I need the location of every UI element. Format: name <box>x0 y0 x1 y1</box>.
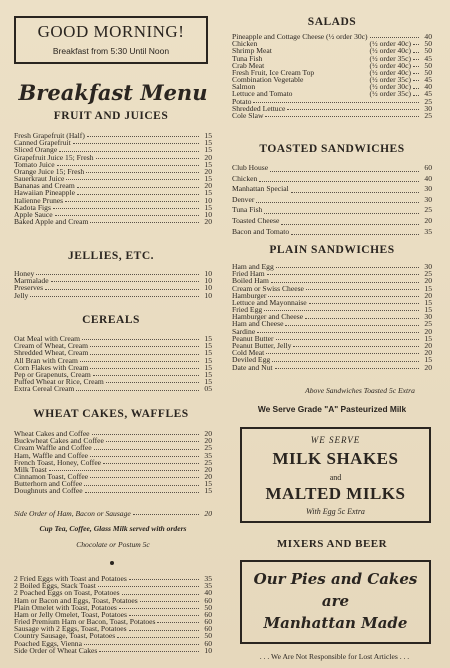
menu-item <box>232 205 432 216</box>
menu-item-price: 30 <box>424 184 432 194</box>
menu-item-price: 25 <box>424 111 432 121</box>
menu-item-price: 15 <box>204 369 212 379</box>
menu-item-price: 15 <box>204 130 212 140</box>
milk-line3: and <box>329 473 342 482</box>
menu-item-price: 20 <box>424 290 432 300</box>
menu-item-name: Hawaiian Pineapple <box>14 188 75 198</box>
menu-item-name: Extra Cereal Cream <box>14 384 75 394</box>
menu-item-name: French Toast, Honey, Coffee <box>14 457 102 467</box>
menu-item-name: Jelly <box>14 290 29 300</box>
menu-item-name: Cream of Wheat, Cream <box>14 341 89 351</box>
menu-item-name: Sausage with 2 Eggs, Toast, Potatoes <box>14 624 127 634</box>
menu-item-name: Kadota Figs <box>14 202 51 212</box>
menu-item-name: Lettuce and Tomato <box>232 89 293 99</box>
menu-item-price: 15 <box>204 362 212 372</box>
toasted-list <box>232 163 432 237</box>
menu-item-price: 60 <box>204 638 212 648</box>
menu-item-name: Sliced Orange <box>14 145 58 155</box>
menu-item-price: 20 <box>204 217 212 227</box>
menu-item-price: 50 <box>424 39 432 49</box>
salads-heading: SALADS <box>307 16 357 28</box>
menu-item-name: Crab Meat <box>232 60 265 70</box>
menu-item-price: 05 <box>204 384 212 394</box>
menu-item-price: 60 <box>424 163 432 172</box>
menu-item-name: Cold Meat <box>232 348 265 358</box>
menu-item-name: Hamburger <box>232 290 267 300</box>
half-order-price: (½ order 40c) <box>369 39 411 49</box>
menu-item-name: 2 Fried Eggs with Toast and Potatoes <box>14 573 127 583</box>
menu-item-price: 15 <box>204 355 212 365</box>
jellies-list <box>14 270 212 299</box>
menu-item-name: Fresh Fruit, Ice Cream Top <box>232 67 315 77</box>
menu-item-name: Apple Sauce <box>14 210 53 220</box>
menu-item-price: 20 <box>204 152 212 162</box>
menu-item-price: 20 <box>424 362 432 372</box>
menu-item <box>232 216 432 227</box>
menu-item-name: Marmalade <box>14 276 49 286</box>
menu-item <box>14 292 212 299</box>
menu-item-price: 15 <box>424 305 432 315</box>
greeting-title: GOOD MORNING! <box>37 22 185 41</box>
side-order-line <box>14 510 212 517</box>
menu-item-name: Tomato Juice <box>14 159 55 169</box>
menu-item-name: Butterhorn and Coffee <box>14 479 83 489</box>
menu-item-price: 25 <box>424 96 432 106</box>
chocolate-note: Chocolate or Postum 5c <box>76 540 150 549</box>
menu-item-price: 40 <box>424 31 432 41</box>
menu-item-price: 20 <box>424 326 432 336</box>
menu-item-price: 20 <box>424 215 432 225</box>
menu-item <box>14 284 212 291</box>
menu-item-name: Side Order of Wheat Cakes <box>14 645 98 655</box>
plain-list <box>232 263 432 371</box>
menu-item <box>232 112 432 119</box>
menu-item-price: 40 <box>424 82 432 92</box>
menu-item-price: 15 <box>204 174 212 184</box>
menu-item-name: All Bran with Cream <box>14 355 78 365</box>
menu-item <box>14 488 212 495</box>
pies-line3: Manhattan Made <box>263 614 408 632</box>
menu-item-name: Toasted Cheese <box>232 215 280 225</box>
menu-item-name: Chicken <box>232 39 258 49</box>
menu-item-name: Club House <box>232 163 269 172</box>
milk-line1: WE SERVE <box>310 435 361 445</box>
menu-item-name: Denver <box>232 194 255 204</box>
half-order-price: (½ order 35c) <box>369 53 411 63</box>
menu-item-name: Cream or Swiss Cheese <box>232 283 304 293</box>
menu-item-name: Hamburger and Cheese <box>232 312 304 322</box>
menu-item-price: 35 <box>204 450 212 460</box>
menu-item-name: Country Sausage, Toast, Potatoes <box>14 631 116 641</box>
menu-item-price: 25 <box>424 319 432 329</box>
menu-item-price: 45 <box>424 75 432 85</box>
menu-item-price: 15 <box>204 202 212 212</box>
menu-item-name: Corn Flakes with Cream <box>14 362 89 372</box>
menu-item <box>232 91 432 98</box>
half-order-price: (½ order 35c) <box>369 89 411 99</box>
menu-item-price: 10 <box>204 283 212 293</box>
wheat-list <box>14 430 212 495</box>
menu-item-price: 15 <box>424 283 432 293</box>
menu-item-name: Ham and Egg <box>232 261 274 271</box>
menu-item-price: 15 <box>204 188 212 198</box>
cereals-list <box>14 335 212 393</box>
menu-item-price: 10 <box>204 195 212 205</box>
plain-note: Above Sandwiches Toasted 5c Extra <box>305 386 415 395</box>
menu-item-price: 20 <box>204 472 212 482</box>
toasted-heading: TOASTED SANDWICHES <box>259 143 405 155</box>
half-order-price: (½ order 35c) <box>369 75 411 85</box>
menu-item-name: Boiled Ham <box>232 276 269 286</box>
menu-item-name: Cinnamon Toast, Coffee <box>14 472 89 482</box>
menu-item <box>14 218 212 225</box>
menu-item-name: Deviled Egg <box>232 355 271 365</box>
menu-item-price: 40 <box>204 588 212 598</box>
menu-item-price: 50 <box>424 60 432 70</box>
menu-item-price: 10 <box>204 645 212 655</box>
menu-item-name: Italienne Prunes <box>14 195 64 205</box>
menu-item-name: Grapefruit Juice 15; Fresh <box>14 152 94 162</box>
menu-item-name: Peanut Butter <box>232 333 274 343</box>
menu-item-price: 15 <box>204 377 212 387</box>
menu-item <box>14 277 212 284</box>
menu-item-name: Wheat Cakes and Coffee <box>14 428 90 438</box>
eggs-list <box>14 575 212 654</box>
plain-heading: PLAIN SANDWICHES <box>269 244 395 256</box>
menu-item-price: 15 <box>204 333 212 343</box>
side-order-price: 20 <box>204 508 212 518</box>
fruit-heading: FRUIT AND JUICES <box>53 110 169 122</box>
menu-item-name: Fried Ham <box>232 269 265 279</box>
menu-item-price: 60 <box>204 624 212 634</box>
menu-item-name: Orange Juice 15; Fresh <box>14 166 85 176</box>
bullet-dot <box>110 561 114 565</box>
pies-line2: are <box>321 592 350 610</box>
footer-note: . . . We Are Not Responsible for Lost Articles . . . <box>259 652 410 661</box>
menu-item-price: 20 <box>204 436 212 446</box>
menu-item-name: Sardine <box>232 326 256 336</box>
menu-item-name: Ham or Jelly Omelet, Toast, Potatoes <box>14 609 128 619</box>
wheat-heading: WHEAT CAKES, WAFFLES <box>33 408 189 420</box>
milk-line2: MILK SHAKES <box>272 449 399 468</box>
menu-item-price: 20 <box>424 276 432 286</box>
menu-item-price: 60 <box>204 617 212 627</box>
cereals-heading: CEREALS <box>82 314 140 326</box>
menu-item-name: Ham or Bacon and Eggs, Toast, Potatoes <box>14 595 138 605</box>
menu-item-name: 2 Poached Eggs on Toast, Potatoes <box>14 588 120 598</box>
menu-item-price: 15 <box>204 348 212 358</box>
menu-item-name: 2 Boiled Eggs, Stack Toast <box>14 581 96 591</box>
menu-item-price: 50 <box>204 631 212 641</box>
menu-item-name: Oat Meal with Cream <box>14 333 81 343</box>
pies-line1: Our Pies and Cakes <box>253 570 418 588</box>
menu-item <box>232 174 432 185</box>
menu-item-name: Canned Grapefruit <box>14 138 71 148</box>
menu-item-name: Cole Slaw <box>232 111 264 121</box>
menu-item-price: 20 <box>204 464 212 474</box>
breakfast-title: Breakfast Menu <box>18 80 208 105</box>
menu-item-name: Baked Apple and Cream <box>14 217 89 227</box>
menu-item-price: 50 <box>424 67 432 77</box>
menu-item-name: Tuna Fish <box>232 53 263 63</box>
fruit-list <box>14 132 212 225</box>
menu-item-price: 45 <box>424 89 432 99</box>
menu-item-price: 60 <box>204 609 212 619</box>
menu-item-name: Poached Eggs, Vienna <box>14 638 82 648</box>
menu-item-price: 30 <box>424 194 432 204</box>
half-order-price: (½ order 40c) <box>369 46 411 56</box>
side-order-name: Side Order of Ham, Bacon or Sausage <box>14 508 131 518</box>
menu-item-name: Ham, Waffle and Coffee <box>14 450 89 460</box>
menu-item-name: Bacon and Tomato <box>232 226 290 236</box>
menu-item-price: 30 <box>424 261 432 271</box>
half-order-price: (½ order 40c) <box>369 67 411 77</box>
menu-item-price: 15 <box>204 486 212 496</box>
menu-item-price: 25 <box>204 457 212 467</box>
menu-item-price: 15 <box>424 333 432 343</box>
menu-item <box>14 647 212 654</box>
menu-item-price: 50 <box>424 46 432 56</box>
menu-item-name: Buckwheat Cakes and Coffee <box>14 436 104 446</box>
menu-item-name: Fried Premium Ham or Bacon, Toast, Potatoes <box>14 617 156 627</box>
menu-item-price: 25 <box>424 269 432 279</box>
menu-item-name: Date and Nut <box>232 362 273 372</box>
menu-item-price: 35 <box>204 581 212 591</box>
menu-item-name: Combination Vegetable <box>232 75 304 85</box>
menu-item-name: Lettuce and Mayonnaise <box>232 297 307 307</box>
menu-item-name: Milk Toast <box>14 464 47 474</box>
menu-item <box>232 195 432 206</box>
menu-item-name: Fried Egg <box>232 305 263 315</box>
menu-item-price: 20 <box>204 166 212 176</box>
menu-item-price: 15 <box>204 159 212 169</box>
salads-list <box>232 33 432 119</box>
menu-item-name: Salmon <box>232 82 256 92</box>
menu-item-name: Tuna Fish <box>232 205 263 215</box>
menu-item-price: 10 <box>204 268 212 278</box>
menu-item-price: 45 <box>424 53 432 63</box>
menu-item-price: 15 <box>424 297 432 307</box>
menu-item <box>232 227 432 238</box>
menu-item-price: 15 <box>424 355 432 365</box>
menu-item-name: Peanut Butter, Jelly <box>232 341 292 351</box>
menu-item-price: 40 <box>424 173 432 183</box>
menu-item-price: 15 <box>204 341 212 351</box>
menu-item-name: Cream Waffle and Coffee <box>14 443 92 453</box>
menu-item-name: Chicken <box>232 173 258 183</box>
menu-item-name: Potato <box>232 96 252 106</box>
pies-box <box>240 560 431 644</box>
menu-item-name: Fresh Grapefruit (Half) <box>14 130 85 140</box>
menu-item <box>232 163 432 174</box>
menu-item <box>232 299 432 306</box>
menu-item-name: Doughnuts and Coffee <box>14 486 83 496</box>
menu-item <box>232 184 432 195</box>
milk-line5: With Egg 5c Extra <box>306 507 365 516</box>
menu-item-name: Ham and Cheese <box>232 319 284 329</box>
half-order-price: (½ order 40c) <box>369 60 411 70</box>
menu-item-price: 10 <box>204 290 212 300</box>
menu-item-name: Manhattan Special <box>232 184 289 194</box>
menu-item-price: 15 <box>204 138 212 148</box>
menu-item <box>232 321 432 328</box>
menu-item-price: 35 <box>424 226 432 236</box>
milk-line4: MALTED MILKS <box>265 484 406 503</box>
menu-item-price: 20 <box>424 341 432 351</box>
beverage-note: Cup Tea, Coffee, Glass Milk served with orders <box>39 524 187 533</box>
menu-item-name: Shredded Wheat, Cream <box>14 348 89 358</box>
menu-item <box>14 385 212 392</box>
grade-a-text: We Serve Grade "A" Pasteurized Milk <box>257 404 407 414</box>
menu-item-price: 15 <box>204 479 212 489</box>
menu-item-price: 10 <box>204 210 212 220</box>
half-order-price: (½ order 30c) <box>369 82 411 92</box>
jellies-heading: JELLIES, ETC. <box>67 250 155 262</box>
menu-item-name: Honey <box>14 268 35 278</box>
menu-item-price: 35 <box>204 573 212 583</box>
menu-item-name: Pineapple and Cottage Cheese (½ order 30c) <box>232 31 368 41</box>
greeting-subtitle: Breakfast from 5:30 Until Noon <box>52 46 170 56</box>
menu-item-name: Preserves <box>14 283 44 293</box>
menu-item-price: 50 <box>204 602 212 612</box>
menu-item-price: 20 <box>204 428 212 438</box>
menu-item-price: 60 <box>204 595 212 605</box>
menu-item-name: Shrimp Meat <box>232 46 272 56</box>
menu-item-price: 25 <box>204 443 212 453</box>
menu-item-price: 30 <box>424 312 432 322</box>
menu-item-name: Pep or Grapenuts, Cream <box>14 369 91 379</box>
menu-item-price: 30 <box>424 103 432 113</box>
menu-item-name: Puffed Wheat or Rice, Cream <box>14 377 104 387</box>
menu-item-name: Plain Omelet with Toast, Potatoes <box>14 602 117 612</box>
menu-item-price: 10 <box>204 276 212 286</box>
greeting-box <box>14 16 208 64</box>
menu-item <box>232 364 432 371</box>
mixers-heading: MIXERS AND BEER <box>276 538 388 550</box>
menu-item-name: Shredded Lettuce <box>232 103 286 113</box>
menu-item-price: 20 <box>204 181 212 191</box>
menu-item-price: 15 <box>204 145 212 155</box>
menu-item-price: 25 <box>424 205 432 215</box>
milk-box <box>240 427 431 523</box>
menu-item-name: Bananas and Cream <box>14 181 75 191</box>
menu-item-name: Sauerkraut Juice <box>14 174 65 184</box>
menu-item-price: 20 <box>424 348 432 358</box>
